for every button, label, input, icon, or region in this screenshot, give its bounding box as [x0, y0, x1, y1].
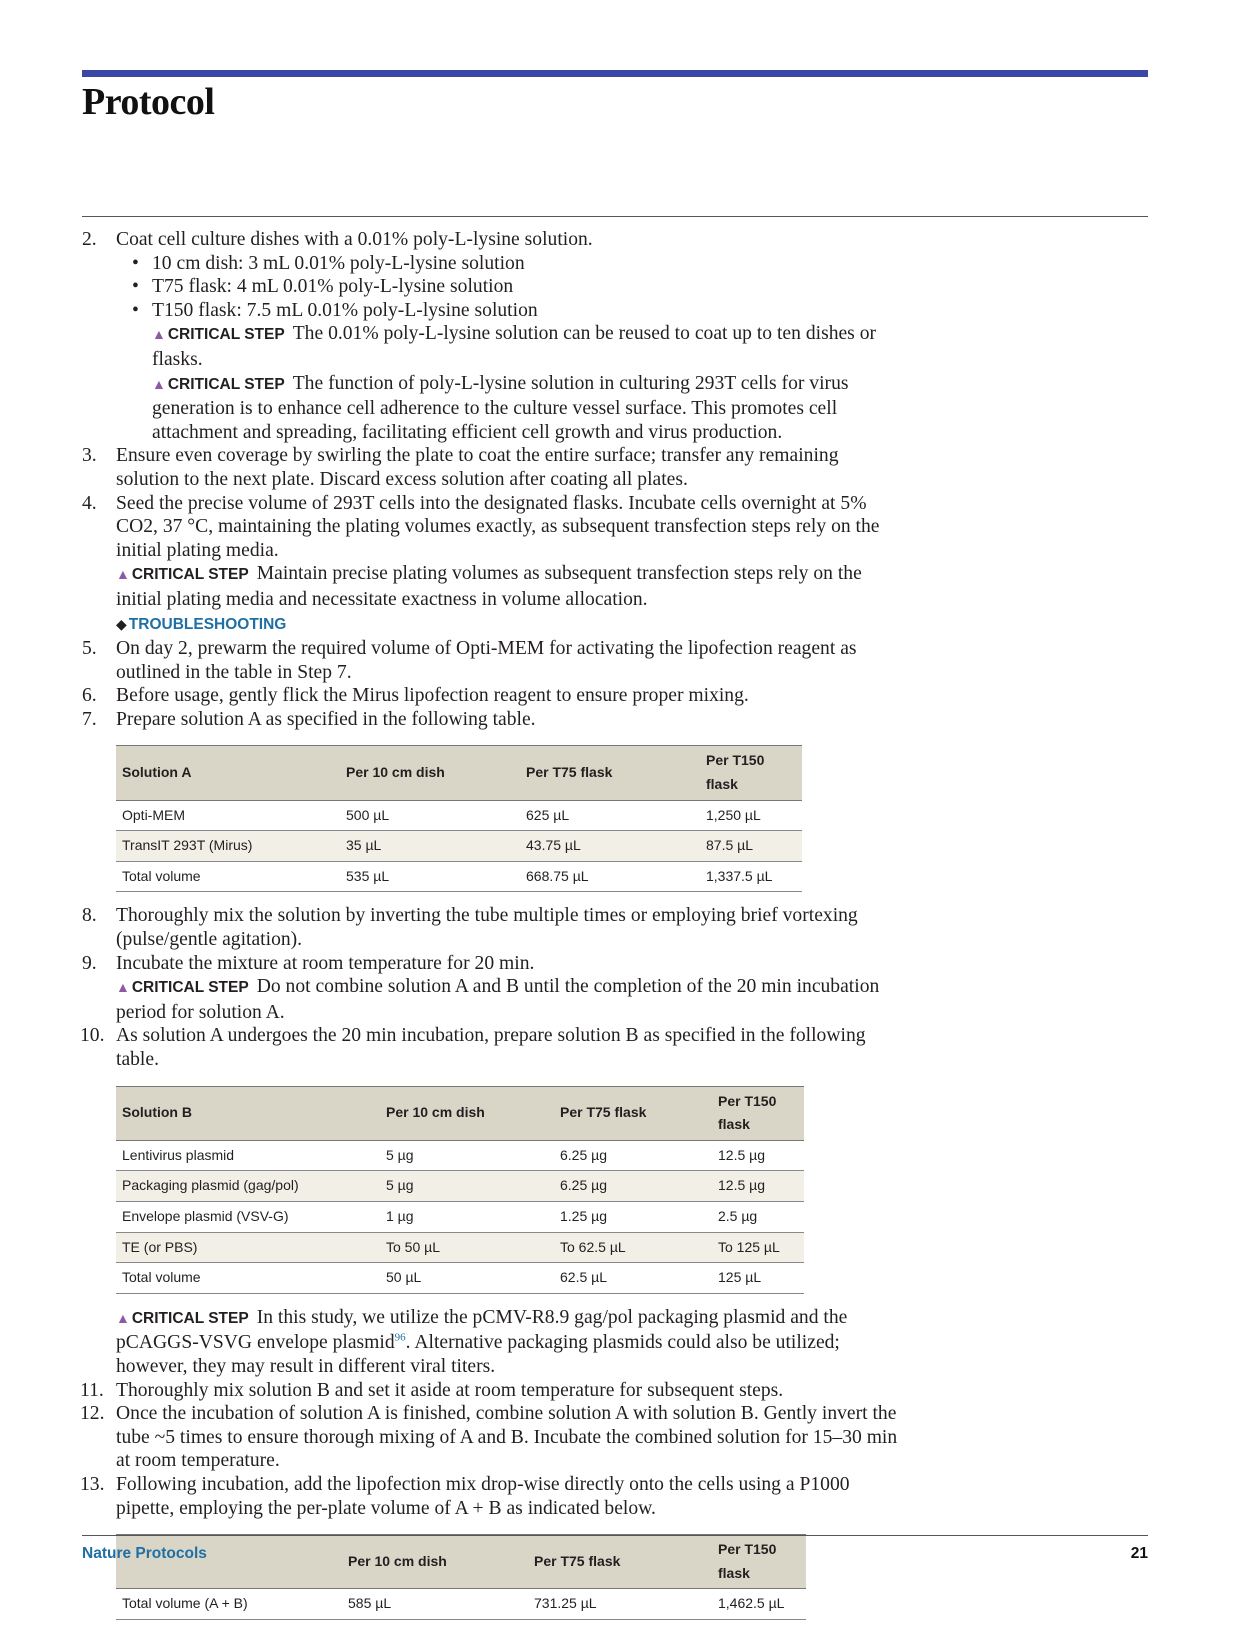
- table-cell: 668.75 µL: [520, 861, 700, 892]
- step-3: [82, 444, 902, 491]
- table-cell: Envelope plasmid (VSV-G): [116, 1201, 380, 1232]
- table-cell: 5 µg: [380, 1140, 554, 1171]
- table-cell: Lentivirus plasmid: [116, 1140, 380, 1171]
- list-item: • 10 cm dish: 3 mL 0.01% poly-L-lysine solution: [116, 252, 902, 276]
- table-row: [116, 1171, 804, 1202]
- table-header-cell: Per T150 flask: [712, 1535, 806, 1589]
- list-item: • T75 flask: 4 mL 0.01% poly-L-lysine solution: [116, 275, 902, 299]
- step-number: 13.: [80, 1473, 105, 1495]
- solution-b-table: [116, 1086, 804, 1294]
- step-text: Prepare solution A as specified in the following table.: [116, 708, 536, 730]
- solution-a-table: [116, 745, 802, 892]
- list-item: • T150 flask: 7.5 mL 0.01% poly-L-lysine solution: [116, 299, 902, 323]
- step-text: Seed the precise volume of 293T cells into the designated flasks. Incubate cells overnight at 5% CO2, 37 °C, maintaining the plating volumes exactly, as subsequent transfection steps rely on the initial plating media.: [116, 492, 880, 561]
- step-6: [82, 684, 902, 708]
- table-header-cell: Per 10 cm dish: [340, 746, 520, 800]
- troubleshooting-link-row: [116, 612, 902, 638]
- table-cell: 6.25 µg: [554, 1140, 712, 1171]
- table-cell: 5 µg: [380, 1171, 554, 1202]
- page-number: 21: [1130, 1545, 1148, 1562]
- table-header-cell: Solution B: [116, 1086, 380, 1140]
- step-13: [82, 1473, 902, 1520]
- critical-step-note: [116, 372, 902, 445]
- bullet-list: [116, 252, 902, 323]
- table-cell: 1 µg: [380, 1201, 554, 1232]
- table-cell: 12.5 µg: [712, 1171, 804, 1202]
- table-cell: 62.5 µL: [554, 1263, 712, 1294]
- step-number: 6.: [82, 685, 97, 707]
- step-number: 7.: [82, 708, 97, 730]
- header-divider: [82, 216, 1148, 217]
- table-cell: 6.25 µg: [554, 1171, 712, 1202]
- critical-step-label: CRITICAL STEP: [131, 1309, 249, 1327]
- critical-step-label: CRITICAL STEP: [167, 326, 285, 344]
- table-header-cell: Per T150 flask: [712, 1086, 804, 1140]
- step-12: [82, 1402, 902, 1473]
- table-cell: 12.5 µg: [712, 1140, 804, 1171]
- warning-triangle-icon: ▲: [152, 328, 166, 344]
- table-row: [116, 1263, 804, 1294]
- table-cell: TE (or PBS): [116, 1232, 380, 1263]
- critical-step-label: CRITICAL STEP: [131, 566, 249, 584]
- table-header-row: [116, 746, 802, 800]
- warning-triangle-icon: ▲: [116, 1311, 130, 1327]
- table-cell: Total volume: [116, 1263, 380, 1294]
- critical-step-note: [116, 322, 902, 371]
- critical-step-label: CRITICAL STEP: [167, 375, 285, 393]
- troubleshooting-link[interactable]: TROUBLESHOOTING: [128, 615, 287, 633]
- step-7: [82, 708, 902, 732]
- table-cell: To 50 µL: [380, 1232, 554, 1263]
- step-text: Thoroughly mix solution B and set it aside at room temperature for subsequent steps.: [116, 1379, 784, 1401]
- critical-step-text: In this study, we utilize the pCMV-R8.9 gag/pol packaging plasmid and the pCAGGS-VSVG envelope plasmid: [116, 1306, 848, 1354]
- critical-step-text: Maintain precise plating volumes as subsequent transfection steps rely on the initial plating media and necessitate exactness in volume allocation.: [116, 563, 862, 610]
- table-cell: 1,250 µL: [700, 800, 802, 831]
- critical-step-note: [116, 1306, 902, 1379]
- step-text: Following incubation, add the lipofection mix drop-wise directly onto the cells using a P1000 pipette, employing the per-plate volume of A + B as indicated below.: [116, 1473, 850, 1519]
- table-cell: 500 µL: [340, 800, 520, 831]
- step-number: 5.: [82, 638, 97, 660]
- journal-name[interactable]: Nature Protocols: [82, 1545, 207, 1562]
- critical-step-label: CRITICAL STEP: [131, 979, 249, 997]
- step-number: 2.: [82, 229, 97, 250]
- table-cell: 43.75 µL: [520, 831, 700, 862]
- table-header-cell: Per T150 flask: [700, 746, 802, 800]
- table-cell: To 125 µL: [712, 1232, 804, 1263]
- table-header-cell: Per T75 flask: [528, 1535, 712, 1589]
- step-number: 11.: [80, 1379, 104, 1401]
- critical-step-note: [116, 975, 902, 1024]
- table-cell: Opti-MEM: [116, 800, 340, 831]
- step-number: 12.: [80, 1403, 105, 1425]
- table-row: [116, 1201, 804, 1232]
- table-cell: 1.25 µg: [554, 1201, 712, 1232]
- step-10-note: [82, 1306, 902, 1379]
- step-8: [82, 904, 902, 951]
- table-header-cell: Per 10 cm dish: [380, 1086, 554, 1140]
- table-header-cell: Per 10 cm dish: [342, 1535, 528, 1589]
- table-cell: 731.25 µL: [528, 1589, 712, 1620]
- table-cell: To 62.5 µL: [554, 1232, 712, 1263]
- warning-triangle-icon: ▲: [152, 377, 166, 393]
- step-2: [82, 228, 902, 444]
- step-10: [82, 1024, 902, 1071]
- table-header-cell: Per T75 flask: [554, 1086, 712, 1140]
- step-5: [82, 637, 902, 684]
- step-text: Once the incubation of solution A is finished, combine solution A with solution B. Gently invert the tube ~5 times to ensure thorough mixing of A and B. Incubate the combined solution for 15–30 min at room temperature.: [116, 1403, 898, 1472]
- critical-step-text: Do not combine solution A and B until the completion of the 20 min incubation period for solution A.: [116, 976, 880, 1023]
- warning-triangle-icon: ▲: [116, 981, 130, 997]
- table-row: [116, 861, 802, 892]
- table-row: [116, 1589, 806, 1620]
- table-row: [116, 831, 802, 862]
- table-header-row: [116, 1086, 804, 1140]
- step-number: 8.: [82, 905, 97, 927]
- table-row: [116, 800, 802, 831]
- warning-triangle-icon: ▲: [116, 568, 130, 584]
- header-accent-bar: [82, 70, 1148, 77]
- page-title: Protocol: [82, 81, 215, 123]
- table-header-cell: Solution A: [116, 746, 340, 800]
- table-cell: 625 µL: [520, 800, 700, 831]
- step-text: Thoroughly mix the solution by inverting the tube multiple times or employing brief vortexing (pulse/gentle agitation).: [116, 905, 858, 951]
- table-header-row: [116, 1535, 806, 1589]
- table-cell: 87.5 µL: [700, 831, 802, 862]
- protocol-body: [82, 228, 902, 1632]
- table-cell: 535 µL: [340, 861, 520, 892]
- step-text: Incubate the mixture at room temperature for 20 min.: [116, 952, 535, 974]
- table-cell: 1,462.5 µL: [712, 1589, 806, 1620]
- table-row: [116, 1140, 804, 1171]
- critical-step-text: The function of poly-L-lysine solution in culturing 293T cells for virus generation is to enhance cell adherence to the culture vessel surface. This promotes cell attachment and spreading, facilitating efficient cell growth and virus production.: [152, 372, 849, 443]
- table-cell: Total volume (A + B): [116, 1589, 342, 1620]
- step-text: Coat cell culture dishes with a 0.01% poly-L-lysine solution.: [116, 229, 593, 250]
- reference-link[interactable]: 96: [394, 1331, 406, 1344]
- table-cell: 1,337.5 µL: [700, 861, 802, 892]
- step-9: [82, 952, 902, 1025]
- table-cell: Packaging plasmid (gag/pol): [116, 1171, 380, 1202]
- table-cell: 35 µL: [340, 831, 520, 862]
- diamond-icon: ◆: [116, 617, 127, 633]
- footer-divider: [82, 1535, 1148, 1536]
- step-text: Ensure even coverage by swirling the plate to coat the entire surface; transfer any remaining solution to the next plate. Discard excess solution after coating all plates.: [116, 445, 839, 490]
- table-cell: Total volume: [116, 861, 340, 892]
- critical-step-text: . Alternative packaging plasmids could also be utilized; however, they may result in different viral titers.: [116, 1332, 840, 1377]
- step-text: As solution A undergoes the 20 min incubation, prepare solution B as specified in the following table.: [116, 1025, 866, 1070]
- step-4: [82, 492, 902, 638]
- step-11: [82, 1379, 902, 1403]
- step-number: 4.: [82, 492, 97, 514]
- critical-step-note: [116, 562, 902, 611]
- table-cell: 125 µL: [712, 1263, 804, 1294]
- table-header-cell: Per T75 flask: [520, 746, 700, 800]
- table-cell: 2.5 µg: [712, 1201, 804, 1232]
- step-number: 3.: [82, 445, 97, 467]
- step-number: 9.: [82, 952, 97, 974]
- step-number: 10.: [80, 1025, 105, 1047]
- step-text: Before usage, gently flick the Mirus lipofection reagent to ensure proper mixing.: [116, 685, 749, 707]
- table-cell: TransIT 293T (Mirus): [116, 831, 340, 862]
- step-text: On day 2, prewarm the required volume of Opti-MEM for activating the lipofection reagent as outlined in the table in Step 7.: [116, 638, 857, 683]
- table-row: [116, 1232, 804, 1263]
- total-volume-table: [116, 1534, 806, 1620]
- critical-step-text: The 0.01% poly-L-lysine solution can be reused to coat up to ten dishes or flasks.: [152, 323, 877, 370]
- table-cell: 50 µL: [380, 1263, 554, 1294]
- table-cell: 585 µL: [342, 1589, 528, 1620]
